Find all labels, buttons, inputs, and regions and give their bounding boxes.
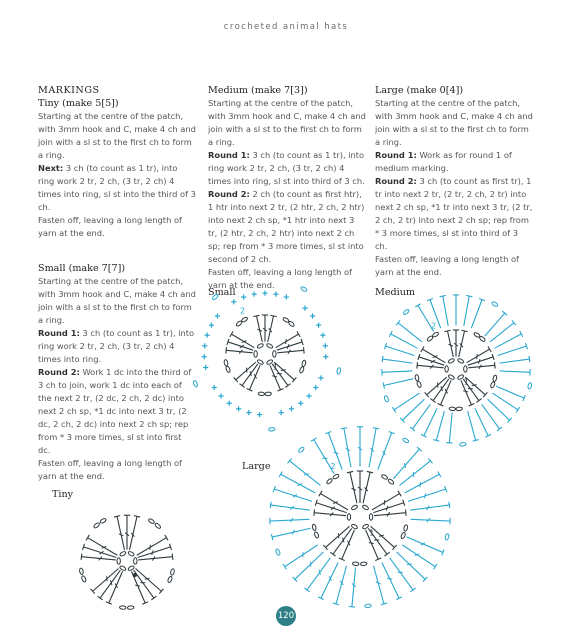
round-marker-1: 1 <box>369 528 375 538</box>
ring-chain <box>134 558 137 564</box>
stitch-post <box>138 557 172 560</box>
tiny-title: Tiny (make 5[5]) <box>38 98 119 109</box>
chain-stitch <box>93 522 100 529</box>
large-fasten: Fasten off, leaving a long length of yarn at the end. <box>375 254 519 277</box>
stitch-top <box>172 554 173 560</box>
treble-stitch <box>138 554 173 561</box>
medium-intro: Starting at the centre of the patch, with 3mm hook and C, make 4 ch and join with a sl st to the first ch to form a ring. <box>208 98 366 147</box>
stitch-bar <box>145 578 150 579</box>
stitch-top <box>165 535 168 541</box>
stitch-top <box>98 596 103 600</box>
stitch-post <box>117 516 125 550</box>
stitch-bar <box>111 580 112 585</box>
round-marker-1: 1 <box>463 377 469 387</box>
stitch-post <box>81 557 115 560</box>
chain-stitch <box>167 576 173 583</box>
chain-stitch <box>79 568 84 575</box>
stitch-bar <box>150 545 151 550</box>
markings-heading: MARKINGS <box>38 85 100 96</box>
small-title: Small (make 7[7]) <box>38 263 126 274</box>
stitch-bar <box>135 585 140 586</box>
tiny-next-label: Next: <box>38 163 64 173</box>
small-round2-label: Round 2: <box>38 367 80 377</box>
treble-stitch <box>81 554 116 561</box>
medium-fasten: Fasten off, leaving a long length of yarn at the end. <box>208 267 352 290</box>
treble-stitch <box>129 516 140 550</box>
treble-stitch <box>114 516 125 550</box>
chain-stitch <box>170 568 175 575</box>
tiny-fasten: Fasten off, leaving a long length of yarn at the end. <box>38 215 182 238</box>
large-round1-label: Round 1: <box>375 150 417 160</box>
stitch-top <box>134 516 140 517</box>
large-round1-text: Work as for round 1 of medium marking. <box>375 150 512 173</box>
round-marker-2: 2 <box>240 306 246 316</box>
tiny-chart-label: Tiny <box>52 489 74 500</box>
join-dot <box>133 573 137 577</box>
chain-stitch <box>99 518 106 524</box>
ring-chain <box>119 551 126 557</box>
round-marker-1: 1 <box>272 362 278 372</box>
stitch-post <box>135 568 161 591</box>
large-intro: Starting at the centre of the patch, with 3mm hook and C, make 4 ch and join with a sl st to the first ch to form a ring. <box>375 98 533 147</box>
stitch-top <box>81 554 82 560</box>
large-round2-label: Round 2: <box>375 176 417 186</box>
medium-round2-label: Round 2: <box>208 189 250 199</box>
chain-stitch <box>148 518 155 524</box>
small-round2-text: Work 1 dc into the third of 3 ch to join, work 1 dc into each of the next 2 tr, (2 dc, 2 ch, 2 dc) into next 2 ch sp, *1 dc into next 3 tr, (2 dc, 2 ch, 2 dc) into next 2 ch sp; rep from * 3 more times, sl st into first dc. <box>38 367 192 455</box>
stitch-post <box>129 516 137 550</box>
stitch-top <box>114 516 120 517</box>
small-fasten: Fasten off, leaving a long length of yarn at the end. <box>38 458 182 481</box>
medium-round1-label: Round 1: <box>208 150 250 160</box>
chain-stitch <box>81 575 87 582</box>
treble-stitch <box>124 515 130 549</box>
small-round1-label: Round 1: <box>38 328 80 338</box>
large-title: Large (make 0[4]) <box>375 85 464 96</box>
treble-stitch <box>138 544 172 558</box>
medium-round1-text: 3 ch (to count as 1 tr), into ring work 2 tr, 2 ch, (3 tr, 2 ch) 4 times into ring, sl st into third of 3 ch. <box>208 150 365 186</box>
treble-stitch <box>82 544 116 558</box>
chain-stitch <box>127 606 134 610</box>
stitch-post <box>93 568 119 591</box>
large-chart-label: Large <box>242 461 271 472</box>
large-round2-text: 3 ch (to count as first tr), 1 tr into next 2 tr, (2 tr, 2 ch, 2 tr) into next 2 ch sp, *1 tr into next 3 tr, (2 tr, 2 ch, 2 tr) into next 2 ch sp; rep from * 3 more times, sl st into third of 3 ch. <box>375 176 533 251</box>
page-number: 120 <box>276 606 296 626</box>
ring-chain <box>128 551 135 557</box>
small-round1-text: 3 ch (to count as 1 tr), into ring work 2 tr, 2 ch, (3 tr, 2 ch) 4 times into ring. <box>38 328 195 364</box>
round-marker-2: 2 <box>330 462 336 472</box>
small-chart-label: Small <box>208 287 236 298</box>
running-header: crocheted animal hats <box>223 22 349 32</box>
small-intro: Starting at the centre of the patch, with 3mm hook and C, make 4 ch and join with a sl st to the first ch to form a ring. <box>38 276 196 325</box>
ring-chain <box>117 558 120 564</box>
tiny-next-text: 3 ch (to count as 1 tr), into ring work 2 tr, 2 ch, (3 tr, 2 ch) 4 times into ring, sl st into the third of 3 ch. <box>38 163 196 212</box>
chain-stitch <box>119 606 126 610</box>
medium-chart-label: Medium <box>375 287 415 298</box>
treble-stitch <box>106 571 123 604</box>
round-marker-2: 2 <box>431 321 437 331</box>
stitch-top <box>151 596 156 600</box>
stitch-top <box>86 535 89 541</box>
medium-title: Medium (make 7[3]) <box>208 85 308 96</box>
chain-stitch <box>154 522 161 529</box>
medium-round2-text: 2 ch (to count as first htr), 1 htr into next 2 tr, (2 htr, 2 ch, 2 htr) into next 2 ch sp, *1 htr into next 3 tr, (2 htr, 2 ch, 2 htr) into next 2 ch sp; rep from * 3 more times, sl st into second of 2 ch. <box>208 189 365 264</box>
tiny-intro: Starting at the centre of the patch, with 3mm hook and C, make 4 ch and join with a sl st to the first ch to form a ring. <box>38 111 196 160</box>
